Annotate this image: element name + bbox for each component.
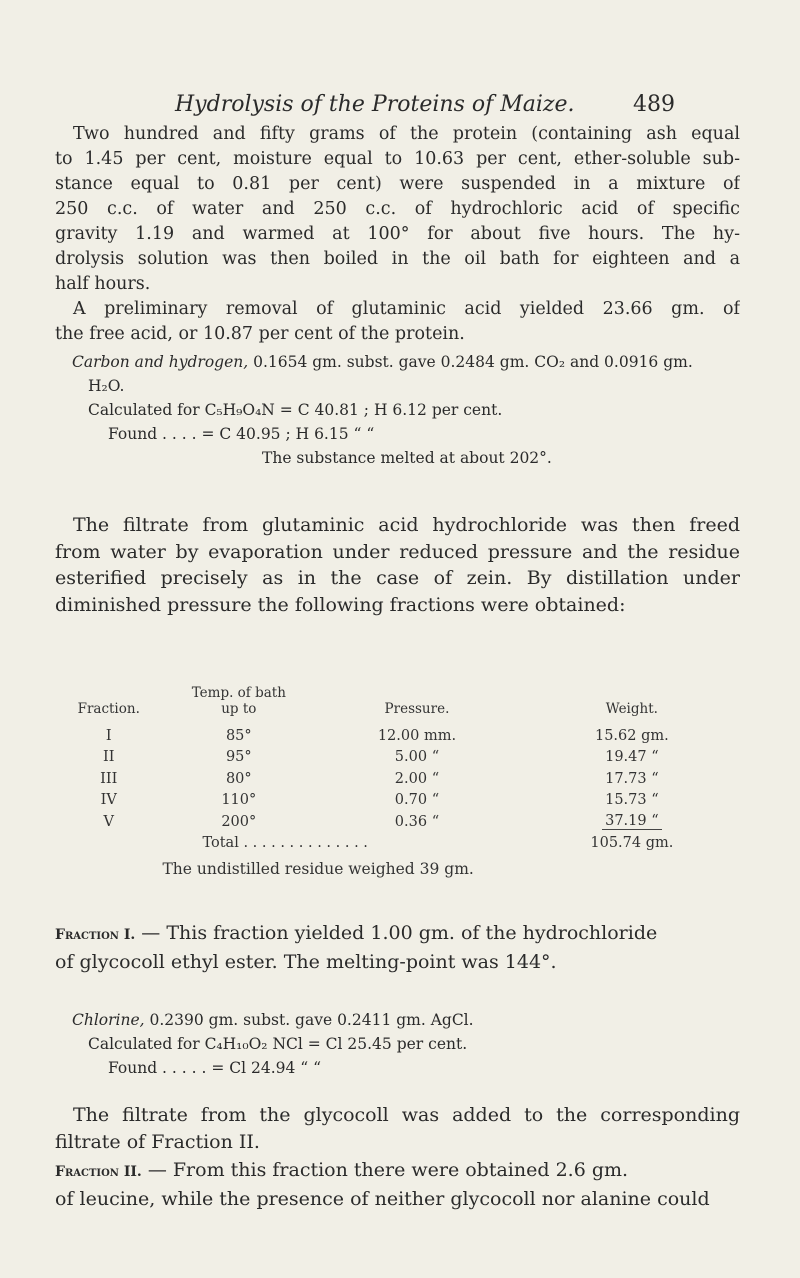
- cell-fraction: II: [102, 749, 115, 766]
- carbon-found: Found . . . . = C 40.95 ; H 6.15 “ “: [108, 425, 375, 443]
- text-line: drolysis solution was then boiled in the oil bath for eighteen and a: [55, 249, 740, 269]
- total-label: Total . . . . . . . . . . . . . .: [202, 835, 368, 852]
- chlorine-found: Found . . . . . = Cl 24.94 “ “: [108, 1059, 322, 1077]
- header-weight: Weight.: [605, 701, 658, 717]
- cell-weight: 15.73 “: [605, 792, 659, 809]
- carbon-calculated: Calculated for C₅H₉O₄N = C 40.81 ; H 6.12 per cent.: [88, 401, 503, 419]
- cell-fraction: V: [103, 813, 114, 830]
- header-temp-line1: Temp. of bath: [191, 685, 286, 701]
- cell-pressure: 12.00 mm.: [377, 727, 457, 744]
- text-line: the free acid, or 10.87 per cent of the protein.: [55, 324, 465, 344]
- text-line: half hours.: [55, 274, 151, 294]
- header-pressure: Pressure.: [384, 701, 450, 717]
- text-line: filtrate of Fraction II.: [55, 1130, 260, 1153]
- total-value: 105.74 gm.: [590, 835, 674, 852]
- text-line: The filtrate from glutaminic acid hydrochloride was then freed: [73, 514, 740, 536]
- table-row: [55, 747, 745, 769]
- cell-pressure: 2.00 “: [394, 770, 440, 787]
- total-row: [55, 833, 745, 855]
- text-line: Two hundred and fifty grams of the protein (containing ash equal: [73, 124, 740, 144]
- cell-pressure: 0.36 “: [394, 813, 440, 830]
- header-temp-line2: up to: [221, 701, 257, 717]
- cell-temp: 200°: [221, 813, 257, 830]
- header-fraction: Fraction.: [77, 701, 140, 717]
- chlorine-analysis: [72, 1008, 742, 1080]
- cell-weight: [519, 811, 745, 833]
- chlorine-calculated: Calculated for C₄H₁₀O₂ NCl = Cl 25.45 per cent.: [88, 1035, 468, 1053]
- cell-temp: 80°: [225, 770, 252, 787]
- carbon-analysis: [72, 350, 742, 470]
- table-row: [55, 811, 745, 833]
- cell-fraction: III: [100, 770, 118, 787]
- intro-paragraph: [55, 122, 740, 347]
- cell-pressure: 5.00 “: [394, 749, 440, 766]
- residue-row: [55, 854, 745, 884]
- fraction1-line2: of glycocoll ethyl ester. The melting-point was 144°.: [55, 950, 557, 973]
- cell-weight: 15.62 gm.: [594, 727, 669, 744]
- cell-fraction: I: [105, 727, 112, 744]
- glycocoll-paragraph: [55, 1102, 740, 1155]
- cell-fraction: IV: [100, 792, 117, 809]
- text-line: gravity 1.19 and warmed at 100° for about five hours. The hy-: [55, 224, 740, 244]
- running-title: Hydrolysis of the Proteins of Maize.: [175, 92, 575, 117]
- fraction1-line1: — This fraction yielded 1.00 gm. of the hydrochloride: [135, 922, 658, 944]
- text-line: The filtrate from the glycocoll was added to the corresponding: [73, 1104, 740, 1126]
- text-line: A preliminary removal of glutaminic acid yielded 23.66 gm. of: [73, 299, 740, 319]
- table-row: [55, 725, 745, 747]
- text-line: to 1.45 per cent, moisture equal to 10.63 per cent, ether-soluble sub-: [55, 149, 740, 169]
- text-line: esterified precisely as in the case of zein. By distillation under: [55, 567, 740, 589]
- last-weight: 37.19 “: [602, 813, 662, 830]
- text-line: from water by evaporation under reduced pressure and the residue: [55, 540, 740, 563]
- fraction2-label: Fraction II.: [55, 1164, 142, 1180]
- residue-note: The undistilled residue weighed 39 gm.: [162, 860, 474, 878]
- fractions-table: [55, 675, 745, 884]
- text-line: 250 c.c. of water and 250 c.c. of hydrochloric acid of specific: [55, 199, 740, 219]
- cell-pressure: 0.70 “: [394, 792, 440, 809]
- carbon-melted: The substance melted at about 202°.: [262, 449, 552, 467]
- filtrate-paragraph: [55, 512, 740, 618]
- cell-temp: 85°: [225, 727, 252, 744]
- chlorine-lead: Chlorine,: [72, 1011, 145, 1029]
- fraction2-line1: — From this fraction there were obtained 2.6 gm.: [141, 1159, 629, 1181]
- fraction2-line2: of leucine, while the presence of neither glycocoll nor alanine could: [55, 1187, 710, 1210]
- fraction1-label: Fraction I.: [55, 927, 136, 943]
- text-line: stance equal to 0.81 per cent) were suspended in a mixture of: [55, 174, 740, 194]
- carbon-text: 0.1654 gm. subst. gave 0.2484 gm. CO₂ and 0.0916 gm.: [248, 353, 693, 371]
- cell-weight: 19.47 “: [605, 749, 659, 766]
- carbon-line2: H₂O.: [88, 377, 125, 395]
- page-number: 489: [633, 92, 675, 117]
- header-temp: [162, 675, 315, 717]
- cell-temp: 95°: [225, 749, 252, 766]
- cell-temp: 110°: [221, 792, 257, 809]
- cell-weight: 17.73 “: [605, 770, 659, 787]
- table-row: [55, 768, 745, 790]
- text-line: diminished pressure the following fractions were obtained:: [55, 593, 626, 616]
- carbon-lead: Carbon and hydrogen,: [72, 353, 249, 371]
- table-row: [55, 790, 745, 812]
- fraction2-paragraph: [55, 1157, 740, 1212]
- fraction1-paragraph: [55, 920, 740, 975]
- chlorine-text: 0.2390 gm. subst. gave 0.2411 gm. AgCl.: [144, 1011, 474, 1029]
